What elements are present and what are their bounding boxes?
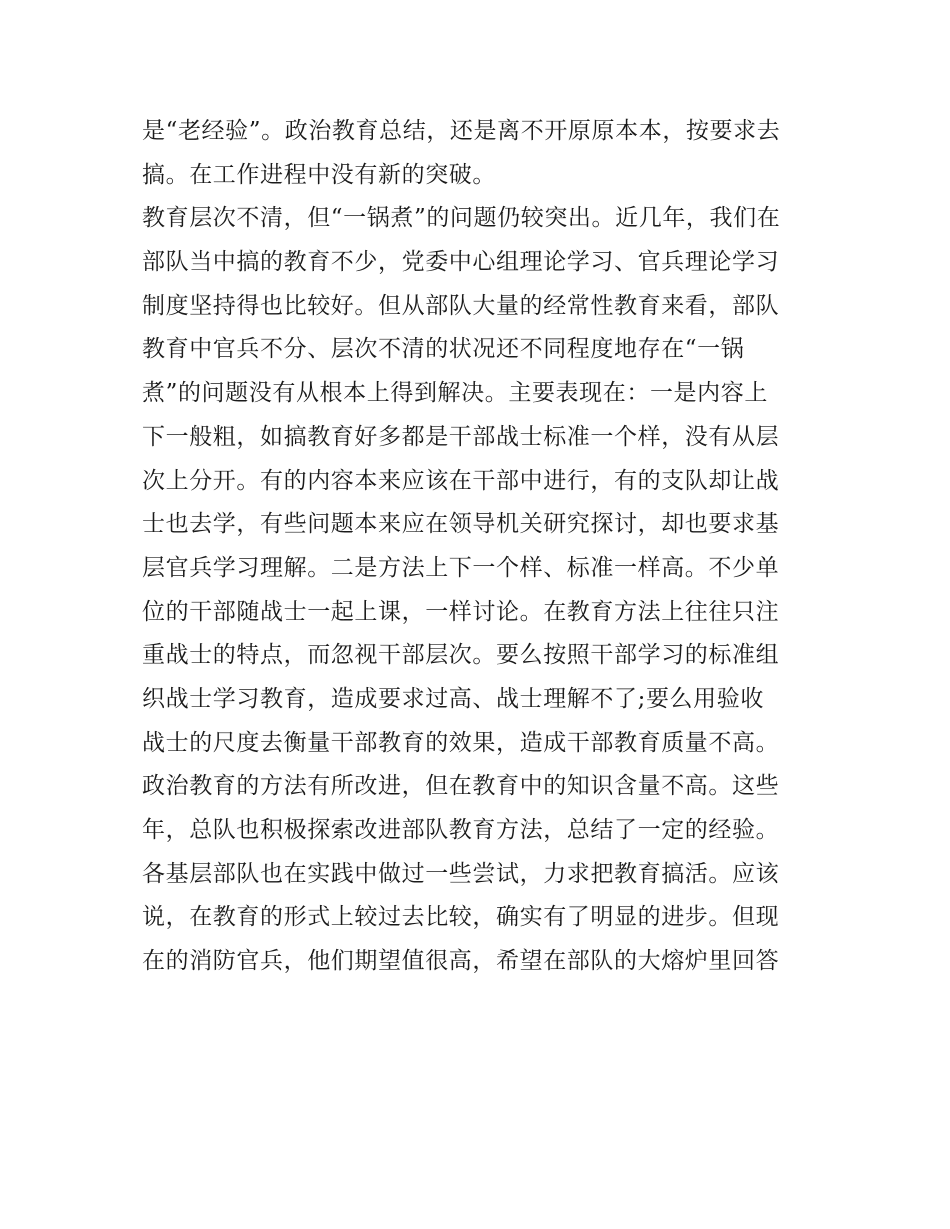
- text-line: 煮”的问题没有从根本上得到解决。主要表现在：一是内容上: [142, 380, 768, 407]
- text-line: 说，在教育的形式上较过去比较，确实有了明显的进步。但现: [142, 904, 780, 931]
- text-line: 教育层次不清，但“一锅煮”的问题仍较突出。近几年，我们在: [142, 205, 781, 232]
- text-line: 制度坚持得也比较好。但从部队大量的经常性教育来看，部队: [142, 292, 780, 319]
- text-line: 各基层部队也在实践中做过一些尝试，力求把教育搞活。应该: [142, 860, 780, 887]
- text-line: 政治教育的方法有所改进，但在教育中的知识含量不高。这些: [142, 773, 780, 800]
- text-line: 年，总队也积极探索改进部队教育方法，总结了一定的经验。: [142, 817, 780, 843]
- text-line: 教育中官兵不分、层次不清的状况还不同程度地存在“一锅: [142, 336, 745, 363]
- text-line: 搞。在工作进程中没有新的突破。: [142, 161, 496, 188]
- text-line: 是“老经验”。政治教育总结，还是离不开原原本本，按要求去: [142, 118, 781, 144]
- text-line: 部队当中搞的教育不少，党委中心组理论学习、官兵理论学习: [142, 249, 780, 276]
- text-line: 下一般粗，如搞教育好多都是干部战士标准一个样，没有从层: [142, 423, 780, 450]
- text-line: 战士的尺度去衡量干部教育的效果，造成干部教育质量不高。: [142, 729, 780, 756]
- text-line: 重战士的特点，而忽视干部层次。要么按照干部学习的标准组: [142, 642, 780, 669]
- text-line: 位的干部随战士一起上课，一样讨论。在教育方法上往往只注: [142, 598, 780, 625]
- text-line: 织战士学习教育，造成要求过高、战士理解不了;要么用验收: [142, 685, 764, 712]
- body-text: [142, 110, 822, 984]
- text-line: 层官兵学习理解。二是方法上下一个样、标准一样高。不少单: [142, 554, 780, 581]
- text-line: 次上分开。有的内容本来应该在干部中进行，有的支队却让战: [142, 467, 780, 494]
- text-line: 士也去学，有些问题本来应在领导机关研究探讨，却也要求基: [142, 511, 780, 538]
- text-line: 在的消防官兵，他们期望值很高，希望在部队的大熔炉里回答: [142, 948, 780, 975]
